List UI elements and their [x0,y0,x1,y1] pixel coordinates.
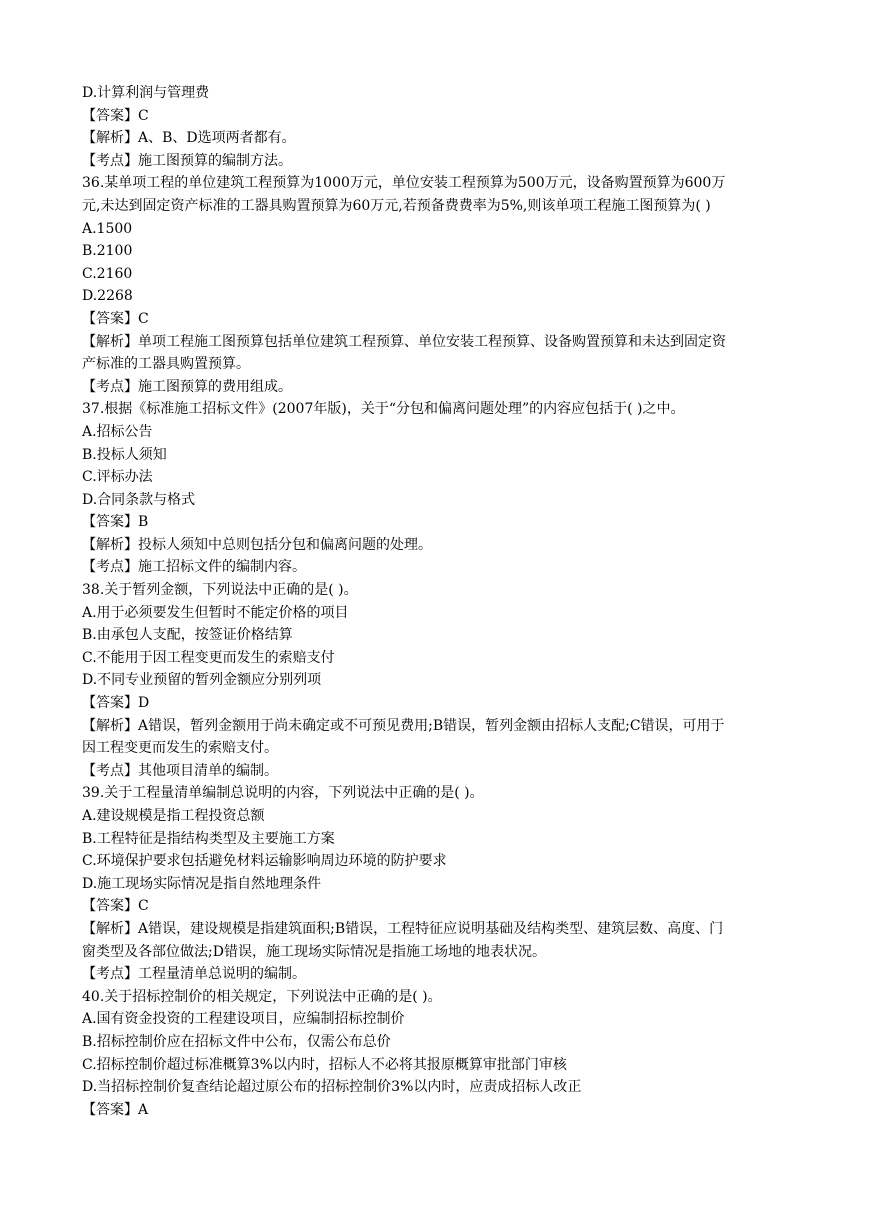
text-line: D.施工现场实际情况是指自然地理条件 [82,875,322,892]
document-page [82,82,792,1121]
text-line: B.投标人须知 [82,446,167,463]
text-line: 【解析】A、B、D选项两者都有。 [82,130,296,147]
text-line: C.评标办法 [82,469,153,486]
text-line: 因工程变更而发生的索赔支付。 [82,740,278,757]
text-line: B.由承包人支配，按签证价格结算 [82,627,293,644]
text-line: 元,未达到固定资产标准的工器具购置预算为60万元,若预备费费率为5%,则该单项工程施工图预算为( ) [82,197,711,214]
text-line: D.不同专业预留的暂列金额应分别列项 [82,672,322,689]
text-line: B.工程特征是指结构类型及主要施工方案 [82,830,335,847]
text-line: 38.关于暂列金额，下列说法中正确的是( )。 [82,582,358,599]
text-line: A.建设规模是指工程投资总额 [82,808,265,824]
text-line: 【答案】C [82,107,149,124]
text-line: A.用于必须要发生但暂时不能定价格的项目 [82,604,349,621]
text-line: D.2268 [82,288,133,305]
text-line: D.计算利润与管理费 [82,85,210,101]
text-line: B.2100 [82,243,133,260]
text-line: 【考点】其他项目清单的编制。 [82,762,278,779]
text-line: 【答案】A [82,1101,149,1118]
text-line: A.国有资金投资的工程建设项目，应编制招标控制价 [82,1011,405,1028]
text-line: 【解析】单项工程施工图预算包括单位建筑工程预算、单位安装工程预算、设备购置预算和未达到固定资 [82,333,726,350]
text-line: 【考点】施工招标文件的编制内容。 [82,559,306,576]
text-line: C.2160 [82,265,133,282]
text-line: A.招标公告 [82,423,153,440]
text-line: C.招标控制价超过标准概算3%以内时，招标人不必将其报原概算审批部门审核 [82,1056,567,1073]
text-line: 窗类型及各部位做法;D错误，施工现场实际情况是指施工场地的地表状况。 [82,943,546,960]
text-line: 【解析】A错误，暂列金额用于尚未确定或不可预见费用;B错误，暂列金额由招标人支配;C错误，可用于 [82,717,725,734]
text-line: 37.根据《标准施工招标文件》(2007年版)，关于“分包和偏离问题处理”的内容应包括于( )之中。 [82,401,685,418]
text-line: 【解析】A错误，建设规模是指建筑面积;B错误，工程特征应说明基础及结构类型、建筑层数、高度、门 [82,920,724,937]
text-line: 【考点】施工图预算的费用组成。 [82,378,292,395]
text-line: 36.某单项工程的单位建筑工程预算为1000万元，单位安装工程预算为500万元，设备购置预算为600万 [82,175,726,192]
text-line: 【考点】工程量清单总说明的编制。 [82,966,306,983]
text-line: 39.关于工程量清单编制总说明的内容，下列说法中正确的是( )。 [82,785,484,802]
text-line: D.当招标控制价复查结论超过原公布的招标控制价3%以内时，应责成招标人改正 [82,1079,582,1096]
text-line: C.环境保护要求包括避免材料运输影响周边环境的防护要求 [82,853,447,870]
text-line: 40.关于招标控制价的相关规定，下列说法中正确的是( )。 [82,988,442,1005]
text-line: A.1500 [82,220,133,237]
text-line: 【解析】投标人须知中总则包括分包和偏离问题的处理。 [82,536,432,553]
text-line: 【答案】C [82,310,149,327]
text-line: 【答案】B [82,514,149,531]
text-line: 产标准的工器具购置预算。 [82,356,250,373]
text-line: D.合同条款与格式 [82,491,196,508]
text-line: B.招标控制价应在招标文件中公布，仅需公布总价 [82,1033,391,1050]
text-line: 【考点】施工图预算的编制方法。 [82,152,292,169]
text-line: 【答案】C [82,898,149,915]
text-line: 【答案】D [82,695,150,712]
text-line: C.不能用于因工程变更而发生的索赔支付 [82,649,335,666]
